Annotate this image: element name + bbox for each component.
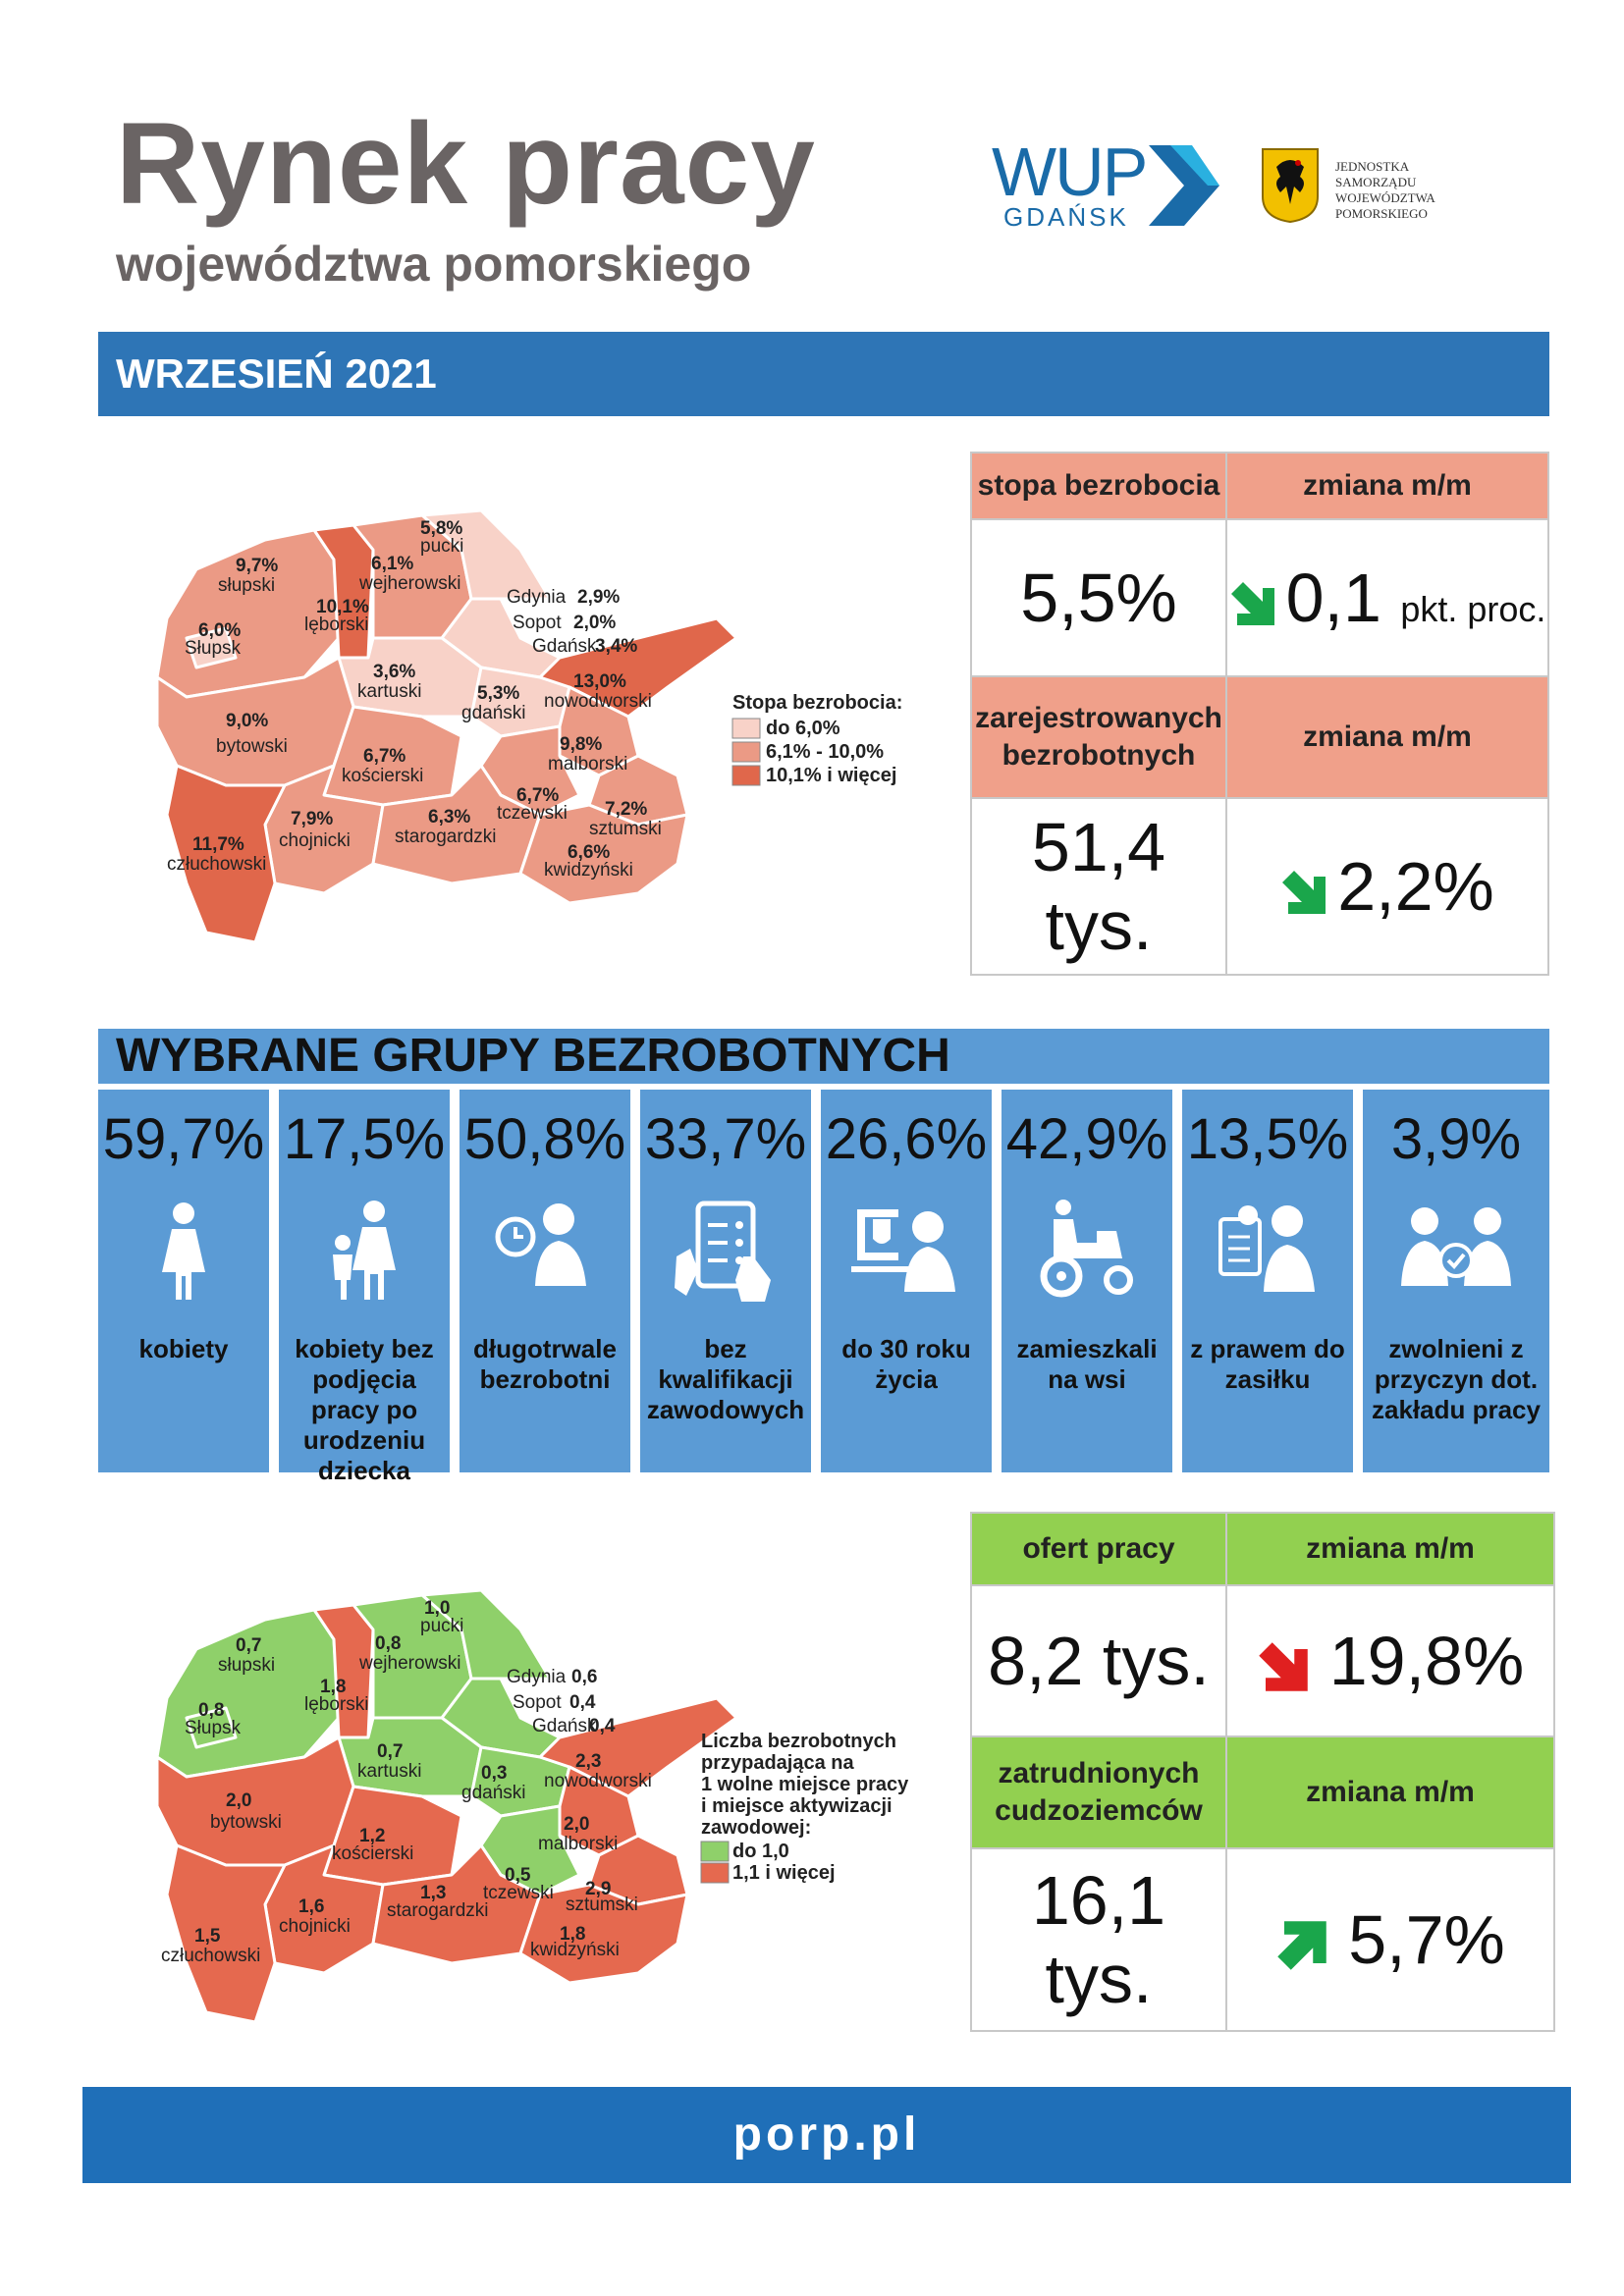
stat-header-rate-change: zmiana m/m [1226,453,1548,519]
benefit-document-icon [1209,1198,1326,1306]
unemployment-stats-table [970,452,1549,976]
map2-chojnicki-name: chojnicki [279,1916,351,1937]
woman-icon [125,1198,243,1306]
map1-legend-low: do 6,0% [766,718,840,739]
young-person-laptop-icon [847,1198,965,1306]
dismissed-people-icon [1397,1198,1515,1306]
arrow-up-green-icon [1275,1919,1328,1972]
groups-section-title: WYBRANE GRUPY BEZROBOTNYCH [98,1029,1549,1084]
map1-gdansk-name: Gdańsk [532,636,597,657]
map2-gdynia-name: Gdynia [507,1667,567,1687]
arrow-down-green-icon [1280,869,1327,916]
map1-czluchowski-name: człuchowski [167,854,267,875]
map2-pucki-value: 1,0 [424,1598,451,1619]
map1-gdanski-value: 5,3% [477,683,520,704]
map2-kwidzynski-value: 1,8 [560,1924,586,1945]
map1-starogardzki-name: starogardzki [395,827,497,847]
stat-offers-value: 8,2 tys. [971,1585,1226,1736]
map2-legend [701,1731,909,1884]
footer-website-link[interactable]: porp.pl [82,2087,1571,2183]
map1-slupski-name: słupski [218,575,276,596]
stat-offers-change [1226,1585,1554,1736]
group-card [279,1090,450,1485]
group-card [98,1090,269,1472]
map2-chojnicki-value: 1,6 [298,1896,325,1917]
arrow-down-green-icon [1229,580,1276,627]
map1-sopot-name: Sopot [513,613,562,633]
page-subtitle: województwa pomorskiego [116,237,752,292]
group-percent: 50,8% [463,1107,626,1171]
map2-legend-high: 1,1 i więcej [732,1862,836,1884]
map2-sopot-name: Sopot [513,1692,562,1713]
map2-slupski-name: słupski [218,1655,276,1676]
wup-logo-city: GDAŃSK [1003,202,1129,232]
map1-legend-title: Stopa bezrobocia: [732,692,903,714]
map2-starogardzki-name: starogardzki [387,1900,489,1921]
group-label: zwolnieni z przyczyn dot. zakładu pracy [1372,1334,1541,1424]
map1-slupsk-name: Słupsk [185,638,242,659]
checklist-hand-icon [667,1198,785,1306]
map1-tczewski-name: tczewski [497,803,568,824]
group-label: bez kwalifikacji zawodowych [646,1334,805,1424]
stat-foreigners-change [1226,1848,1554,2031]
map2-tczewski-name: tczewski [483,1883,554,1903]
map2-gdansk-name: Gdańsk [532,1716,597,1736]
group-percent: 3,9% [1390,1107,1522,1171]
group-percent: 26,6% [825,1107,988,1171]
arrow-down-red-icon [1257,1640,1310,1693]
stat-header-foreigners-change: zmiana m/m [1226,1736,1554,1848]
month-banner: WRZESIEŃ 2021 [98,332,1549,416]
map2-tczewski-value: 0,5 [505,1865,531,1886]
wup-logo-text: WUP [992,133,1147,210]
map2-legend-swatch-low [701,1842,729,1861]
map2-leborski-value: 1,8 [320,1677,347,1697]
map2-nowodworski-name: nowodworski [544,1771,652,1791]
map1-koscierski-value: 6,7% [363,746,406,767]
map1-legend-swatch-mid [732,742,760,762]
map2-slupski-value: 0,7 [236,1635,262,1656]
map1-leborski-value: 10,1% [316,597,369,617]
map2-wejherowski-name: wejherowski [359,1653,461,1674]
map1-gdynia-name: Gdynia [507,587,567,608]
map1-sztumski-name: sztumski [589,819,662,839]
stat-header-offers: ofert pracy [971,1513,1226,1585]
county2-czluchowski [167,1845,285,2022]
group-label: z prawem do zasiłku [1190,1334,1345,1394]
stat-registered-change [1226,798,1548,975]
wup-arrow-icon [1149,145,1219,226]
map1-slupsk-value: 6,0% [198,620,242,641]
group-card [1182,1090,1353,1472]
stat-rate-value: 5,5% [971,519,1226,676]
map1-chojnicki-name: chojnicki [279,830,351,851]
map2-slupsk-name: Słupsk [185,1718,242,1738]
job-offers-ratio-map [128,1571,933,2032]
group-label: kobiety [138,1334,229,1363]
stat-rate-change [1226,519,1548,676]
group-card [1363,1090,1549,1472]
map1-koscierski-name: kościerski [342,766,424,786]
map2-slupsk-value: 0,8 [198,1700,225,1721]
offers-stats-table [970,1512,1555,2032]
stat-rate-change-unit: pkt. proc. [1400,589,1546,629]
map1-kartuski-name: kartuski [357,681,422,702]
stat-header-rate: stopa bezrobocia [971,453,1226,519]
unemployment-rate-map [128,491,933,962]
map2-gdynia-value: 0,6 [571,1667,598,1687]
map1-kwidzynski-value: 6,6% [568,842,611,863]
map2-nowodworski-value: 2,3 [575,1751,602,1772]
map1-wejherowski-name: wejherowski [359,573,461,594]
map2-malborski-name: malborski [538,1834,619,1854]
map2-sopot-value: 0,4 [569,1692,596,1713]
clock-person-icon [486,1198,604,1306]
map1-gdansk-value: 3,4% [595,636,638,657]
map2-koscierski-name: kościerski [332,1843,414,1864]
map2-malborski-value: 2,0 [564,1814,590,1835]
map1-pucki-name: pucki [420,536,464,557]
stat-foreigners-change-value: 5,7% [1348,1901,1505,1978]
group-percent: 17,5% [283,1107,446,1171]
map2-bytowski-value: 2,0 [226,1790,252,1811]
tractor-icon [1028,1198,1146,1306]
group-percent: 13,5% [1186,1107,1349,1171]
group-percent: 33,7% [644,1107,807,1171]
stat-registered-value: 51,4 tys. [971,798,1226,975]
map1-starogardzki-value: 6,3% [428,807,471,828]
stat-offers-change-value: 19,8% [1328,1623,1525,1699]
map2-wejherowski-value: 0,8 [375,1633,402,1654]
map2-czluchowski-value: 1,5 [194,1926,221,1947]
map2-koscierski-value: 1,2 [359,1826,386,1846]
map2-legend-title-line: przypadająca na [701,1752,854,1774]
group-card [1001,1090,1172,1472]
group-label: do 30 roku życia [841,1334,971,1394]
map1-czluchowski-value: 11,7% [192,834,244,855]
map2-gdanski-value: 0,3 [481,1763,508,1784]
map1-legend-swatch-high [732,766,760,785]
map1-wejherowski-value: 6,1% [371,554,414,574]
map1-slupski-value: 9,7% [236,556,279,576]
map1-legend [732,692,902,786]
map1-bytowski-value: 9,0% [226,711,269,731]
stat-header-foreigners: zatrudnionych cudzoziemców [971,1736,1226,1848]
stat-header-registered: zarejestrowanych bezrobotnych [971,676,1226,798]
map1-bytowski-name: bytowski [216,736,288,757]
map1-kwidzynski-name: kwidzyński [544,860,633,881]
stat-registered-change-value: 2,2% [1337,848,1494,925]
map2-legend-title-line: 1 wolne miejsce pracy [701,1774,909,1795]
map1-sztumski-value: 7,2% [605,799,648,820]
map1-gdanski-name: gdański [461,703,526,723]
map1-malborski-value: 9,8% [560,734,603,755]
map2-gdansk-value: 0,4 [589,1716,616,1736]
map2-gdanski-name: gdański [461,1783,526,1803]
wup-logo [992,133,1147,210]
map2-pucki-name: pucki [420,1616,464,1636]
map2-legend-low: do 1,0 [732,1841,789,1862]
map1-kartuski-value: 3,6% [373,662,416,682]
map2-sztumski-name: sztumski [566,1895,638,1915]
map2-kartuski-value: 0,7 [377,1741,404,1762]
map2-legend-title-line: i miejsce aktywizacji [701,1795,893,1817]
pomorskie-crest-icon [1261,147,1320,224]
group-label: zamieszkali na wsi [1016,1334,1158,1394]
map1-pucki-value: 5,8% [420,518,463,539]
map2-legend-title-line: zawodowej: [701,1817,812,1839]
map1-gdynia-value: 2,9% [577,587,621,608]
map2-kartuski-name: kartuski [357,1761,422,1782]
stat-header-offers-change: zmiana m/m [1226,1513,1554,1585]
map1-legend-mid: 6,1% - 10,0% [766,741,885,763]
map2-starogardzki-value: 1,3 [420,1883,447,1903]
group-percent: 59,7% [102,1107,265,1171]
map1-leborski-name: lęborski [304,614,369,635]
map1-sopot-value: 2,0% [573,613,617,633]
page-title: Rynek pracy [116,99,816,229]
group-label: kobiety bez podjęcia pracy po urodzeniu dziecka [295,1334,434,1485]
jst-logo-text: JEDNOSTKA SAMORZĄDU WOJEWÓDZTWA POMORSKIEGO [1335,159,1435,221]
map2-leborski-name: lęborski [304,1694,369,1715]
stat-header-registered-change: zmiana m/m [1226,676,1548,798]
map1-tczewski-value: 6,7% [516,785,560,806]
map2-sztumski-value: 2,9 [585,1879,612,1899]
map1-nowodworski-name: nowodworski [544,691,652,712]
stat-rate-change-value: 0,1 [1285,560,1381,636]
map2-bytowski-name: bytowski [210,1812,282,1833]
map1-legend-high: 10,1% i więcej [766,765,897,786]
map2-kwidzynski-name: kwidzyński [530,1940,620,1960]
group-card [460,1090,630,1472]
group-percent: 42,9% [1005,1107,1168,1171]
map2-legend-title-line: Liczba bezrobotnych [701,1731,896,1752]
map1-legend-swatch-low [732,719,760,738]
mother-child-icon [305,1198,423,1306]
map2-legend-swatch-high [701,1863,729,1883]
group-label: długotrwale bezrobotni [473,1334,617,1394]
map1-chojnicki-value: 7,9% [291,809,334,829]
map1-nowodworski-value: 13,0% [573,671,626,692]
stat-foreigners-value: 16,1 tys. [971,1848,1226,2031]
map1-malborski-name: malborski [548,754,628,774]
group-card [640,1090,811,1472]
map2-czluchowski-name: człuchowski [161,1946,261,1966]
group-card [821,1090,992,1472]
